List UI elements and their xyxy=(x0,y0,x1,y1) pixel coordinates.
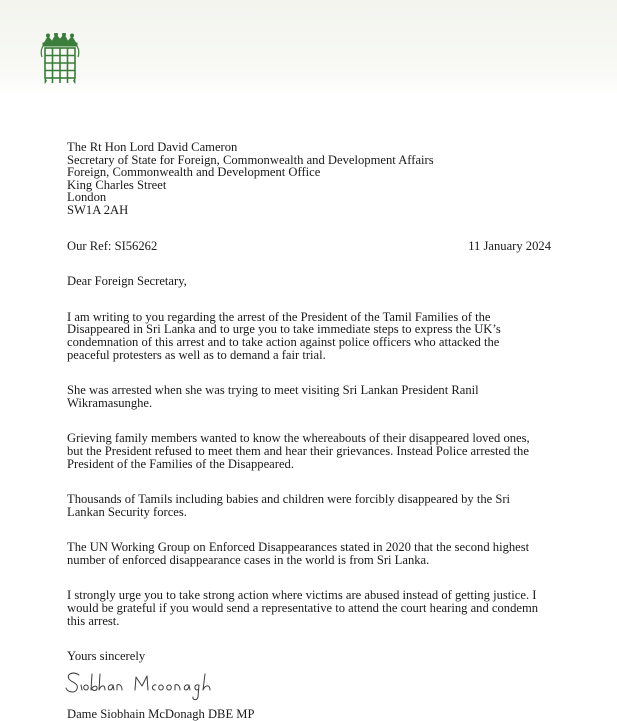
paragraph-families xyxy=(67,432,551,470)
recipient-address xyxy=(67,141,551,217)
paragraph-line: number of enforced disappearance cases in the world is from Sri Lanka. xyxy=(67,552,430,567)
recipient-street: King Charles Street xyxy=(67,177,167,192)
paragraph-line: I am writing to you regarding the arrest of the President of the Tamil Families of the xyxy=(67,309,491,324)
paragraph-line: would be grateful if you would send a representative to attend the court hearing and condemn xyxy=(67,601,539,616)
recipient-postcode: SW1A 2AH xyxy=(67,202,129,217)
paragraph-line: Wikramasunghe. xyxy=(67,395,153,410)
letterhead-band xyxy=(0,0,617,96)
paragraph-arrest xyxy=(67,311,551,361)
recipient-title: Secretary of State for Foreign, Commonwealth and Development Affairs xyxy=(67,152,434,167)
paragraph-line: Lankan Security forces. xyxy=(67,504,187,519)
salutation: Dear Foreign Secretary, xyxy=(67,274,187,289)
paragraph-request xyxy=(67,589,551,627)
paragraph-line: Thousands of Tamils including babies and children were forcibly disappeared by the Sri xyxy=(67,492,511,507)
paragraph-line: I strongly urge you to take strong action where victims are abused instead of getting justice. I xyxy=(67,588,537,603)
reference-number: Our Ref: SI56262 xyxy=(67,238,158,253)
paragraph-tamils xyxy=(67,493,551,518)
paragraph-line: Grieving family members wanted to know the whereabouts of their disappeared loved ones, xyxy=(67,431,530,446)
paragraph-line: Disappeared in Sri Lanka and to urge you to take immediate steps to express the UK’s xyxy=(67,322,501,337)
paragraph-line: The UN Working Group on Enforced Disappearances stated in 2020 that the second highest xyxy=(67,540,530,555)
letter-date: 11 January 2024 xyxy=(468,238,551,253)
paragraph-line: this arrest. xyxy=(67,613,120,628)
recipient-name: The Rt Hon Lord David Cameron xyxy=(67,140,238,154)
closing: Yours sincerely xyxy=(67,649,146,664)
signature xyxy=(65,665,215,705)
paragraph-meeting xyxy=(67,384,551,409)
paragraph-line: President of the Families of the Disappeared. xyxy=(67,456,294,471)
letter-body xyxy=(67,141,551,720)
paragraph-un-working-group xyxy=(67,541,551,566)
paragraph-line: She was arrested when she was trying to meet visiting Sri Lankan President Ranil xyxy=(67,383,479,398)
paragraph-line: but the President refused to meet them and hear their grievances. Instead Police arrested the xyxy=(67,443,529,458)
reference-row xyxy=(67,240,551,253)
recipient-office: Foreign, Commonwealth and Development Office xyxy=(67,165,321,180)
portcullis-icon xyxy=(40,33,80,85)
paragraph-line: condemnation of this arrest and to take action against police officers who attacked the xyxy=(67,334,500,349)
paragraph-line: peaceful protesters as well as to demand a fair trial. xyxy=(67,347,326,362)
signatory-name: Dame Siobhain McDonagh DBE MP xyxy=(67,706,255,721)
recipient-city: London xyxy=(67,190,107,205)
